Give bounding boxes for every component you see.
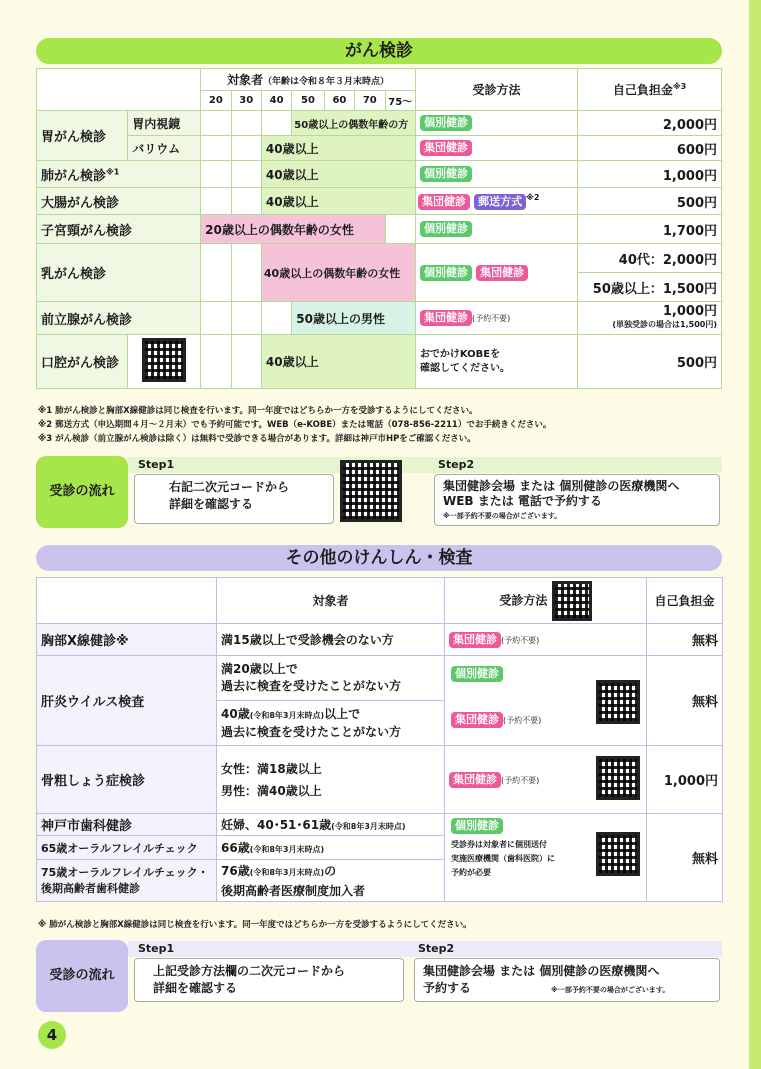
row-frail75: 75歳オーラルフレイルチェック・ 後期高齢者歯科健診 bbox=[37, 860, 217, 902]
method-stomach-barium bbox=[415, 136, 577, 161]
flow-label-1: 受診の流れ bbox=[36, 456, 128, 528]
target-hepatitis-1: 満20歳以上で 過去に検査を受けたことがない方 bbox=[217, 656, 445, 701]
method-colon: 集団健診 郵送方式 $^{※2}$ bbox=[415, 188, 577, 215]
target-lung: 40歳以上 bbox=[261, 161, 415, 188]
age-75: 75〜 bbox=[385, 91, 415, 111]
target-colon: 40歳以上 bbox=[261, 188, 415, 215]
step1-tab-2: Step1 bbox=[128, 941, 408, 957]
badge-individual: 個別健診 bbox=[451, 666, 503, 682]
target-hepatitis-2: 40歳(令和8年3月末時点)以上で 過去に検査を受けたことがない方 bbox=[217, 701, 445, 746]
age-50: 50 bbox=[292, 91, 324, 111]
badge-individual: 個別健診 bbox=[420, 221, 472, 237]
badge-group: 集団健診 bbox=[476, 265, 528, 281]
badge-group: 集団健診 bbox=[451, 712, 503, 728]
target-dental: 妊婦、40･51･61歳(令和8年3月末時点) bbox=[217, 814, 445, 836]
cost-hepatitis: 無料 bbox=[647, 656, 723, 746]
footnote-3: ※3 がん検診（前立腺がん検診は除く）は無料で受診できる場合があります。詳細は神戸市HPをご確認ください。 bbox=[38, 434, 476, 444]
badge-individual: 個別健診 bbox=[420, 265, 472, 281]
footnote-2: ※2 郵送方式（申込期間４月〜２月末）でも予約可能です。WEB（e-KOBE）または電話（078-856-2211）でお手続きください。 bbox=[38, 420, 552, 430]
cost-colon: 500円 bbox=[578, 188, 722, 215]
row-hepatitis: 肝炎ウイルス検査 bbox=[37, 656, 217, 746]
badge-group: 集団健診 bbox=[449, 772, 501, 788]
row-bone: 骨粗しょう症検診 bbox=[37, 746, 217, 814]
method-stomach-endoscopy bbox=[415, 111, 577, 136]
header-blank bbox=[37, 578, 217, 624]
row-frail65: 65歳オーラルフレイルチェック bbox=[37, 836, 217, 860]
header-method: 受診方法 bbox=[415, 69, 577, 111]
method-bone: 集団健診 (予約不要) bbox=[445, 746, 647, 814]
cost-breast-40s: 40代：2,000円 bbox=[578, 244, 722, 273]
qr-code-icon[interactable] bbox=[340, 460, 402, 522]
target-cervical: 20歳以上の偶数年齢の女性 bbox=[201, 215, 385, 244]
cost-bone: 1,000円 bbox=[647, 746, 723, 814]
step1-tab-1: Step1 bbox=[128, 457, 428, 473]
qr-code-icon[interactable] bbox=[596, 756, 640, 800]
method-cervical bbox=[415, 215, 577, 244]
method-breast bbox=[415, 244, 577, 302]
footnote-section2: ※ 肺がん検診と胸部X線健診は同じ検査を行います。同一年度ではどちらか一方を受診するようにしてください。 bbox=[38, 920, 472, 930]
badge-group: 集団健診 bbox=[420, 140, 472, 156]
header-blank bbox=[37, 69, 201, 111]
cost-stomach-barium: 600円 bbox=[578, 136, 722, 161]
age-20: 20 bbox=[201, 91, 231, 111]
flow-label-2: 受診の流れ bbox=[36, 940, 128, 1012]
target-bone: 女性：満18歳以上 男性：満40歳以上 bbox=[217, 746, 445, 814]
row-colon: 大腸がん検診 bbox=[37, 188, 201, 215]
row-oral: 口腔がん検診 bbox=[37, 335, 128, 389]
badge-group: 集団健診 bbox=[420, 310, 472, 326]
target-prostate: 50歳以上の男性 bbox=[292, 302, 416, 335]
age-30: 30 bbox=[231, 91, 261, 111]
badge-individual: 個別健診 bbox=[420, 115, 472, 131]
footnote-1: ※1 肺がん検診と胸部X線健診は同じ検査を行います。同一年度ではどちらか一方を受診するようにしてください。 bbox=[38, 406, 478, 416]
row-prostate: 前立腺がん検診 bbox=[37, 302, 201, 335]
target-frail75: 76歳(令和8年3月末時点)の 後期高齢者医療制度加入者 bbox=[217, 860, 445, 902]
header-target: 対象者（年齢は令和８年３月末時点） bbox=[201, 69, 416, 91]
qr-code-icon[interactable] bbox=[142, 338, 186, 382]
header-cost: 自己負担金$^{※3}$ bbox=[578, 69, 722, 111]
cancer-screening-table bbox=[36, 68, 722, 389]
cost-breast-50plus: 50歳以上：1,500円 bbox=[578, 273, 722, 302]
row-stomach: 胃がん検診 bbox=[37, 111, 128, 161]
method-dental: 個別健診 受診券は対象者に個別送付 実施医療機関（歯科医院）に 予約が必要 bbox=[445, 814, 647, 902]
step2-box-1: 集団健診会場 または 個別健診の医療機関へ WEB または 電話で予約する ※一部予約不要の場合がございます。 bbox=[434, 474, 720, 526]
badge-individual: 個別健診 bbox=[451, 818, 503, 834]
row-cervical: 子宮頸がん検診 bbox=[37, 215, 201, 244]
row-stomach-barium: バリウム bbox=[128, 136, 201, 161]
header-cost: 自己負担金 bbox=[647, 578, 723, 624]
qr-code-icon[interactable] bbox=[552, 581, 592, 621]
target-stomach-endoscopy: 50歳以上の偶数年齢の方 bbox=[292, 111, 416, 136]
row-stomach-endoscopy: 胃内視鏡 bbox=[128, 111, 201, 136]
badge-individual: 個別健診 bbox=[420, 166, 472, 182]
target-breast: 40歳以上の偶数年齢の女性 bbox=[261, 244, 415, 302]
badge-mail: 郵送方式 bbox=[474, 194, 526, 210]
side-edge bbox=[749, 0, 761, 1069]
header-method: 受診方法 bbox=[445, 578, 647, 624]
section-title-cancer: がん検診 bbox=[36, 38, 722, 64]
target-chest: 満15歳以上で受診機会のない方 bbox=[217, 624, 445, 656]
cost-lung: 1,000円 bbox=[578, 161, 722, 188]
method-lung bbox=[415, 161, 577, 188]
step2-tab-2: Step2 bbox=[408, 941, 722, 957]
step2-box-2: 集団健診会場 または 個別健診の医療機関へ 予約する ※一部予約不要の場合がございます。 bbox=[414, 958, 720, 1002]
target-oral: 40歳以上 bbox=[261, 335, 415, 389]
qr-oral[interactable] bbox=[128, 335, 201, 389]
page-number: 4 bbox=[38, 1021, 66, 1049]
row-lung: 肺がん検診$^{※1}$ bbox=[37, 161, 201, 188]
cost-prostate: 1,000円 (単独受診の場合は1,500円) bbox=[578, 302, 722, 335]
target-frail65: 66歳(令和8年3月末時点) bbox=[217, 836, 445, 860]
cost-oral: 500円 bbox=[578, 335, 722, 389]
method-prostate: 集団健診 (予約不要) bbox=[415, 302, 577, 335]
qr-code-icon[interactable] bbox=[596, 680, 640, 724]
row-chest: 胸部X線健診※ bbox=[37, 624, 217, 656]
method-oral: おでかけKOBEを 確認してください。 bbox=[415, 335, 577, 389]
method-hepatitis: 個別健診 集団健診 (予約不要) bbox=[445, 656, 647, 746]
other-checkups-table bbox=[36, 577, 723, 902]
badge-group: 集団健診 bbox=[418, 194, 470, 210]
row-dental: 神戸市歯科健診 bbox=[37, 814, 217, 836]
step1-box-1: 右記二次元コードから 詳細を確認する bbox=[134, 474, 334, 524]
cost-chest: 無料 bbox=[647, 624, 723, 656]
cost-stomach-endoscopy: 2,000円 bbox=[578, 111, 722, 136]
age-70: 70 bbox=[355, 91, 385, 111]
age-60: 60 bbox=[324, 91, 354, 111]
target-stomach-barium: 40歳以上 bbox=[261, 136, 415, 161]
cost-dental: 無料 bbox=[647, 814, 723, 902]
section-title-other: その他のけんしん・検査 bbox=[36, 545, 722, 571]
cost-cervical: 1,700円 bbox=[578, 215, 722, 244]
age-40: 40 bbox=[261, 91, 291, 111]
step2-tab-1: Step2 bbox=[428, 457, 722, 473]
header-target: 対象者 bbox=[217, 578, 445, 624]
method-chest: 集団健診 (予約不要) bbox=[445, 624, 647, 656]
qr-code-icon[interactable] bbox=[596, 832, 640, 876]
badge-group: 集団健診 bbox=[449, 632, 501, 648]
row-breast: 乳がん検診 bbox=[37, 244, 201, 302]
step1-box-2: 上記受診方法欄の二次元コードから 詳細を確認する bbox=[134, 958, 404, 1002]
